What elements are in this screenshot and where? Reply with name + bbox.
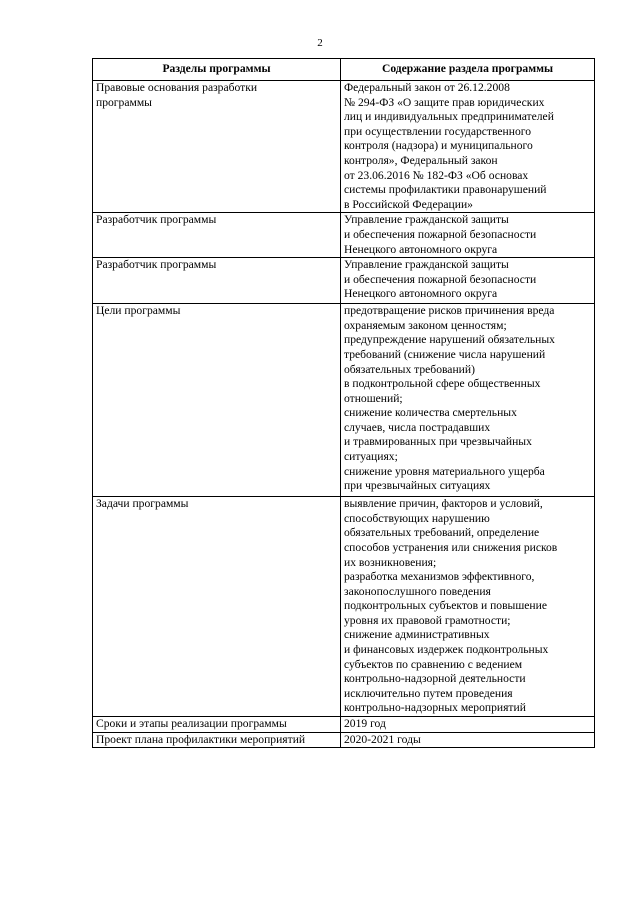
table-row-timeline bbox=[93, 717, 595, 733]
section-label: Разработчик программы bbox=[96, 213, 217, 227]
section-content: 2020-2021 годы bbox=[344, 732, 421, 746]
table-row-legal-basis bbox=[93, 81, 595, 213]
section-cell bbox=[93, 717, 341, 733]
section-content: выявление причин, факторов и условий, способствующих нарушению обязательных требований, определение способов устранения или снижения рисков их возникновения; разработка механизмов эффективного, законопослушного поведения подконтрольных субъектов и повышение уровня их правовой грамотности; снижение административных и финансовых издержек подконтрольных субъектов по сравнению с ведением контрольно-надзорной деятельности исключительно путем проведения контрольно-надзорных мероприятий bbox=[344, 497, 558, 715]
content-cell bbox=[341, 497, 595, 717]
table-header-row bbox=[93, 59, 595, 81]
table-row-tasks bbox=[93, 497, 595, 717]
section-cell bbox=[93, 304, 341, 497]
header-content: Содержание раздела программы bbox=[341, 59, 595, 81]
content-cell bbox=[341, 304, 595, 497]
header-sections: Разделы программы bbox=[93, 59, 341, 81]
table-row-goals bbox=[93, 304, 595, 497]
section-label: Правовые основания разработки программы bbox=[96, 81, 258, 109]
section-content: 2019 год bbox=[344, 717, 386, 731]
section-label: Сроки и этапы реализации программы bbox=[96, 717, 287, 731]
content-cell bbox=[341, 258, 595, 304]
content-cell bbox=[341, 732, 595, 748]
section-label: Проект плана профилактики мероприятий bbox=[96, 732, 306, 746]
section-content: предотвращение рисков причинения вреда охраняемым законом ценностям; предупреждение нарушений обязательных требований (снижение числа нарушений обязательных требований) в подконтрольной сфере общественных отношений; снижение количества смертельных случаев, числа пострадавших и травмированных при чрезвычайных ситуациях; снижение уровня материального ущерба при чрезвычайных ситуациях bbox=[344, 304, 555, 493]
section-content: Федеральный закон от 26.12.2008 № 294-ФЗ «О защите прав юридических лиц и индивидуальных предпринимателей при осуществлении государственного контроля (надзора) и муниципального контроля», Федеральный закон от 23.06.2016 № 182-ФЗ «Об основах системы профилактики правонарушений в Российской Федерации» bbox=[344, 81, 554, 211]
section-label: Цели программы bbox=[96, 304, 181, 318]
content-cell bbox=[341, 213, 595, 258]
section-cell bbox=[93, 81, 341, 213]
program-table bbox=[92, 58, 595, 748]
section-label: Задачи программы bbox=[96, 497, 189, 511]
table-row-developer-2 bbox=[93, 258, 595, 304]
page-number: 2 bbox=[317, 37, 323, 49]
content-cell bbox=[341, 717, 595, 733]
section-label: Разработчик программы bbox=[96, 258, 217, 272]
section-cell bbox=[93, 213, 341, 258]
section-content: Управление гражданской защиты и обеспечения пожарной безопасности Ненецкого автономного округа bbox=[344, 258, 537, 301]
content-cell bbox=[341, 81, 595, 213]
table-row-plan bbox=[93, 732, 595, 748]
section-cell bbox=[93, 497, 341, 717]
section-content: Управление гражданской защиты и обеспечения пожарной безопасности Ненецкого автономного округа bbox=[344, 213, 537, 256]
section-cell bbox=[93, 258, 341, 304]
table-row-developer bbox=[93, 213, 595, 258]
section-cell bbox=[93, 732, 341, 748]
